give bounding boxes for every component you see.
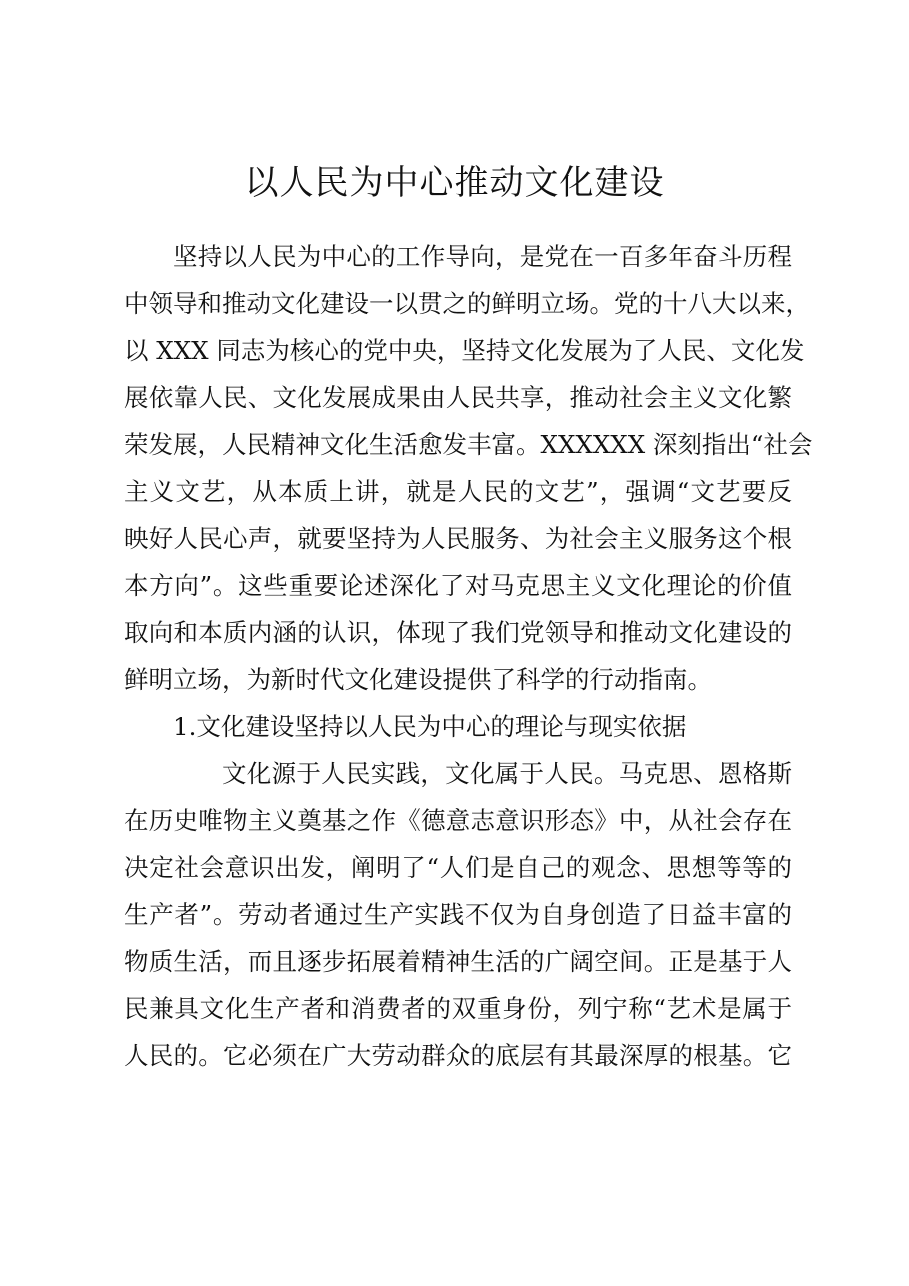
paragraph-line: 人民的。它必须在广大劳动群众的底层有其最深厚的根基。它 [124, 1041, 792, 1070]
paragraph-line: 生产者”。劳动者通过生产实践不仅为自身创造了日益丰富的 [124, 900, 792, 929]
paragraph-line: 本方向”。这些重要论述深化了对马克思主义文化理论的价值 [124, 571, 792, 600]
paragraph-line: 以 XXX 同志为核心的党中央，坚持文化发展为了人民、文化发 [124, 336, 805, 365]
paragraph-line: 在历史唯物主义奠基之作《德意志意识形态》中，从社会存在 [124, 806, 792, 835]
paragraph-line: 取向和本质内涵的认识，体现了我们党领导和推动文化建设的 [124, 618, 792, 647]
paragraph-line: 坚持以人民为中心的工作导向，是党在一百多年奋斗历程 [173, 242, 792, 271]
paragraph-line: 物质生活，而且逐步拓展着精神生活的广阔空间。正是基于人 [124, 947, 792, 976]
paragraph-line: 主义文艺，从本质上讲，就是人民的文艺”，强调“文艺要反 [124, 477, 792, 506]
paragraph-line: 展依靠人民、文化发展成果由人民共享，推动社会主义文化繁 [124, 383, 792, 412]
paragraph-line: 鲜明立场，为新时代文化建设提供了科学的行动指南。 [124, 665, 712, 694]
paragraph-line: 民兼具文化生产者和消费者的双重身份，列宁称“艺术是属于 [124, 994, 792, 1023]
paragraph-line: 决定社会意识出发，阐明了“人们是自己的观念、思想等等的 [124, 853, 792, 882]
paragraph-line: 映好人民心声，就要坚持为人民服务、为社会主义服务这个根 [124, 524, 792, 553]
paragraph-line: 荣发展，人民精神文化生活愈发丰富。XXXXXX 深刻指出“社会 [124, 430, 813, 459]
document-title: 以人民为中心推动文化建设 [244, 163, 665, 203]
section-heading: 1.文化建设坚持以人民为中心的理论与现实依据 [173, 712, 687, 741]
paragraph-line: 文化源于人民实践，文化属于人民。马克思、恩格斯 [222, 759, 792, 788]
document-body [124, 233, 813, 1079]
paragraph-line: 中领导和推动文化建设一以贯之的鲜明立场。党的十八大以来， [124, 289, 810, 318]
